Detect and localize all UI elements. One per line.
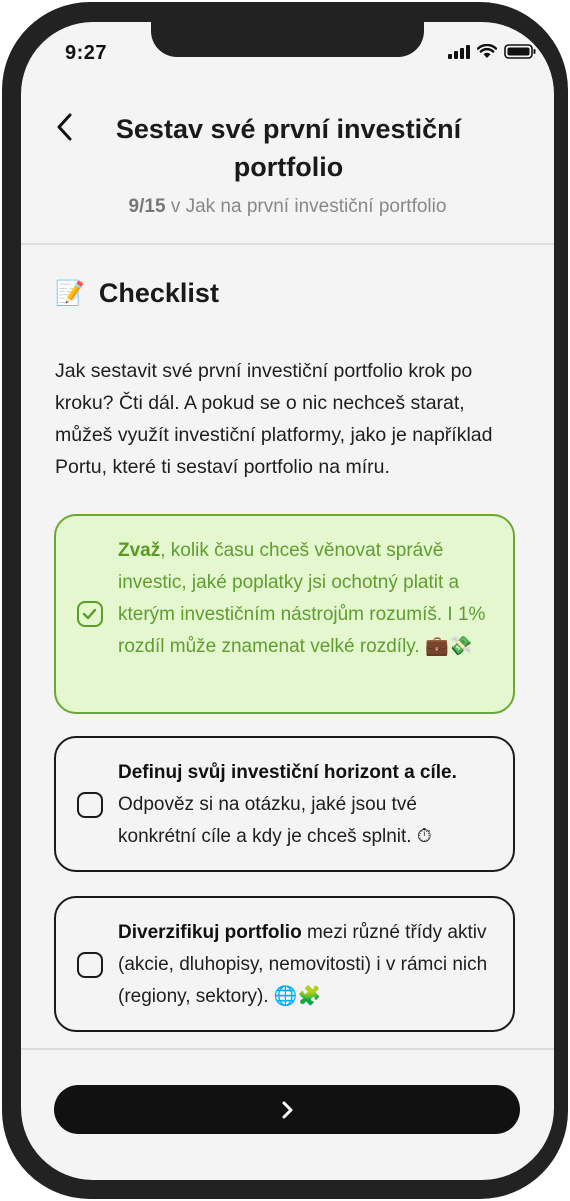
checkbox-unchecked[interactable] bbox=[77, 952, 103, 978]
intro-text: Jak sestavit své první investiční portfolio krok po kroku? Čti dál. A pokud se o nic nechceš starat, můžeš využít investiční platformy, jako je například Portu, které ti sestaví portfolio na míru. bbox=[55, 360, 493, 478]
battery-icon bbox=[504, 44, 536, 59]
memo-icon: 📝 bbox=[55, 280, 85, 307]
course-name: v Jak na první investiční portfolio bbox=[170, 196, 447, 217]
checklist-item-text bbox=[118, 917, 498, 1013]
chevron-left-icon bbox=[52, 110, 80, 144]
progress-count: 9/15 bbox=[128, 196, 166, 217]
checklist-item[interactable] bbox=[54, 736, 515, 872]
check-icon bbox=[79, 603, 100, 624]
phone-frame bbox=[2, 2, 568, 1199]
checkbox-unchecked[interactable] bbox=[77, 792, 103, 818]
screen bbox=[21, 22, 554, 1180]
footer-divider bbox=[21, 1048, 554, 1050]
checklist-item-body: Odpověz si na otázku, jaké jsou tvé konkrétní cíle a kdy je chceš splnit. ⏱ bbox=[118, 794, 432, 847]
checklist-item-bold: Definuj svůj investiční horizont a cíle. bbox=[118, 762, 457, 783]
checklist-item-bold: Zvaž bbox=[118, 540, 161, 561]
lesson-progress bbox=[21, 196, 554, 218]
checklist-item-text bbox=[118, 757, 498, 853]
scroll-content[interactable] bbox=[21, 245, 554, 1048]
status-time: 9:27 bbox=[65, 42, 108, 64]
checklist-item[interactable] bbox=[54, 896, 515, 1032]
chevron-right-icon bbox=[278, 1100, 296, 1120]
wifi-icon bbox=[477, 44, 497, 59]
section-header bbox=[55, 278, 219, 309]
signal-icon bbox=[448, 45, 470, 59]
back-button[interactable] bbox=[52, 110, 80, 144]
checklist-item-text bbox=[118, 535, 498, 663]
checklist-item-bold: Diverzifikuj portfolio bbox=[118, 922, 302, 943]
checklist-item[interactable] bbox=[54, 514, 515, 714]
section-title: Checklist bbox=[98, 278, 219, 308]
status-icons bbox=[448, 44, 536, 59]
checklist-item-body: mezi různé třídy aktiv (akcie, dluhopisy, nemovitosti) i v rámci nich (regiony, sektory). 🌐🧩 bbox=[118, 922, 488, 1007]
checklist-item-body: , kolik času chceš věnovat správě investic, jaké poplatky jsi ochotný platit a kterým investičním nástrojům rozumíš. I 1% rozdíl může znamenat velké rozdíly. 💼💸 bbox=[118, 540, 486, 657]
next-button[interactable] bbox=[54, 1085, 520, 1134]
checkbox-checked[interactable] bbox=[77, 601, 103, 627]
notch bbox=[151, 22, 424, 57]
page-title: Sestav své první investiční portfolio bbox=[115, 114, 462, 182]
